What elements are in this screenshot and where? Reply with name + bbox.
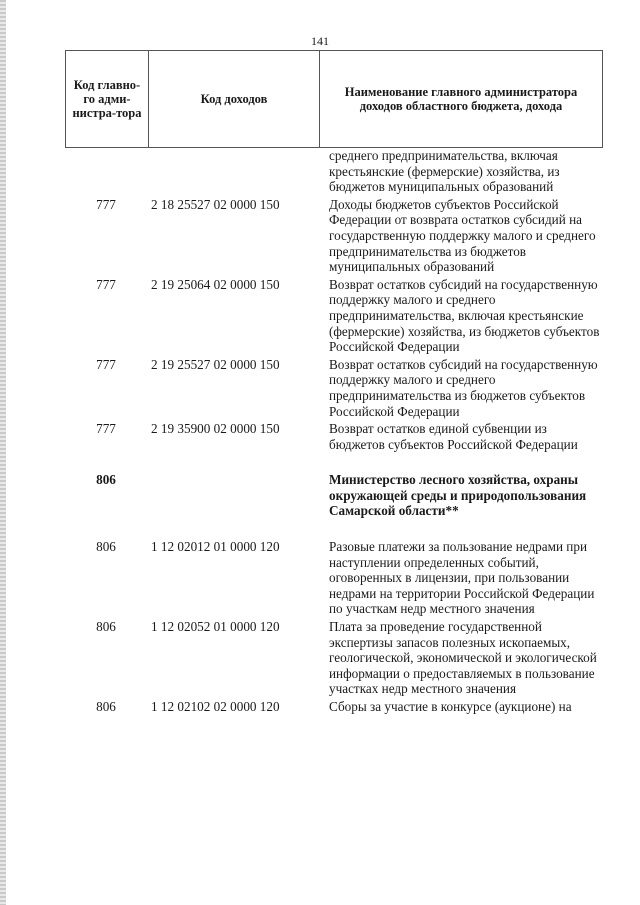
header-income-code xyxy=(149,51,320,148)
table-header xyxy=(65,50,603,148)
income-name: среднего предпринимательства, включая крестьянские (фермерские) хозяйства, из бюджетов муниципальных образований xyxy=(329,148,560,195)
header-admin-code-text: Код главно-го адми-нистра-тора xyxy=(72,78,142,120)
table-row-section xyxy=(65,472,603,519)
page-number: 141 xyxy=(311,34,329,48)
header-income-code-text: Код доходов xyxy=(200,92,268,106)
table-row xyxy=(65,619,603,697)
table-row xyxy=(65,197,603,275)
admin-code: 806 xyxy=(96,472,116,488)
income-name: Возврат остатков субсидий на государственную поддержку малого и среднего предпринимательства из бюджетов субъектов Российской Федерации xyxy=(329,356,598,419)
admin-code: 777 xyxy=(96,421,116,437)
table-body xyxy=(65,148,603,715)
header-admin-code xyxy=(66,51,149,148)
income-code: 2 18 25527 02 0000 150 xyxy=(151,196,280,212)
income-code: 2 19 25064 02 0000 150 xyxy=(151,276,280,292)
table-row xyxy=(65,699,603,715)
scan-edge xyxy=(0,0,6,905)
admin-code: 777 xyxy=(96,356,116,372)
income-name: Плата за проведение государственной экспертизы запасов полезных ископаемых, геологической, экономической и экологической информации о предоставляемых в пользование участках недр местного значения xyxy=(329,619,597,697)
income-name: Возврат остатков единой субвенции из бюджетов субъектов Российской Федерации xyxy=(329,421,578,452)
income-name: Сборы за участие в конкурсе (аукционе) на xyxy=(329,699,572,714)
table-row xyxy=(65,357,603,419)
income-name: Доходы бюджетов субъектов Российской Федерации от возврата остатков субсидий на государственную поддержку малого и среднего предпринимательства из бюджетов муниципальных образований xyxy=(329,196,596,275)
admin-code: 806 xyxy=(96,619,116,635)
header-name xyxy=(320,51,603,148)
admin-code: 806 xyxy=(96,699,116,714)
admin-code: 777 xyxy=(96,196,116,212)
table-row xyxy=(65,539,603,617)
admin-code: 806 xyxy=(96,539,116,555)
admin-code xyxy=(65,148,147,195)
admin-code: 777 xyxy=(96,276,116,292)
income-code xyxy=(147,472,325,519)
income-code: 1 12 02052 01 0000 120 xyxy=(151,619,280,635)
income-code: 2 19 25527 02 0000 150 xyxy=(151,356,280,372)
income-code: 1 12 02012 01 0000 120 xyxy=(151,539,280,555)
table-row xyxy=(65,277,603,355)
income-code xyxy=(147,148,325,195)
income-name: Возврат остатков субсидий на государственную поддержку малого и среднего предпринимательства, включая крестьянские (фермерские) хозяйства, из бюджетов субъектов Российской Федерации xyxy=(329,276,600,355)
income-code: 1 12 02102 02 0000 120 xyxy=(151,699,280,714)
administrator-name: Министерство лесного хозяйства, охраны окружающей среды и природопользования Самарской области** xyxy=(329,472,587,519)
table-row xyxy=(65,421,603,452)
table-row xyxy=(65,148,603,195)
income-name: Разовые платежи за пользование недрами при наступлении определенных событий, оговоренных в лицензии, при пользовании недрами на территории Российской Федерации по участкам недр местного значения xyxy=(329,539,595,617)
header-name-text: Наименование главного администратора доходов областного бюджета, дохода xyxy=(344,85,578,113)
income-code: 2 19 35900 02 0000 150 xyxy=(151,421,280,437)
